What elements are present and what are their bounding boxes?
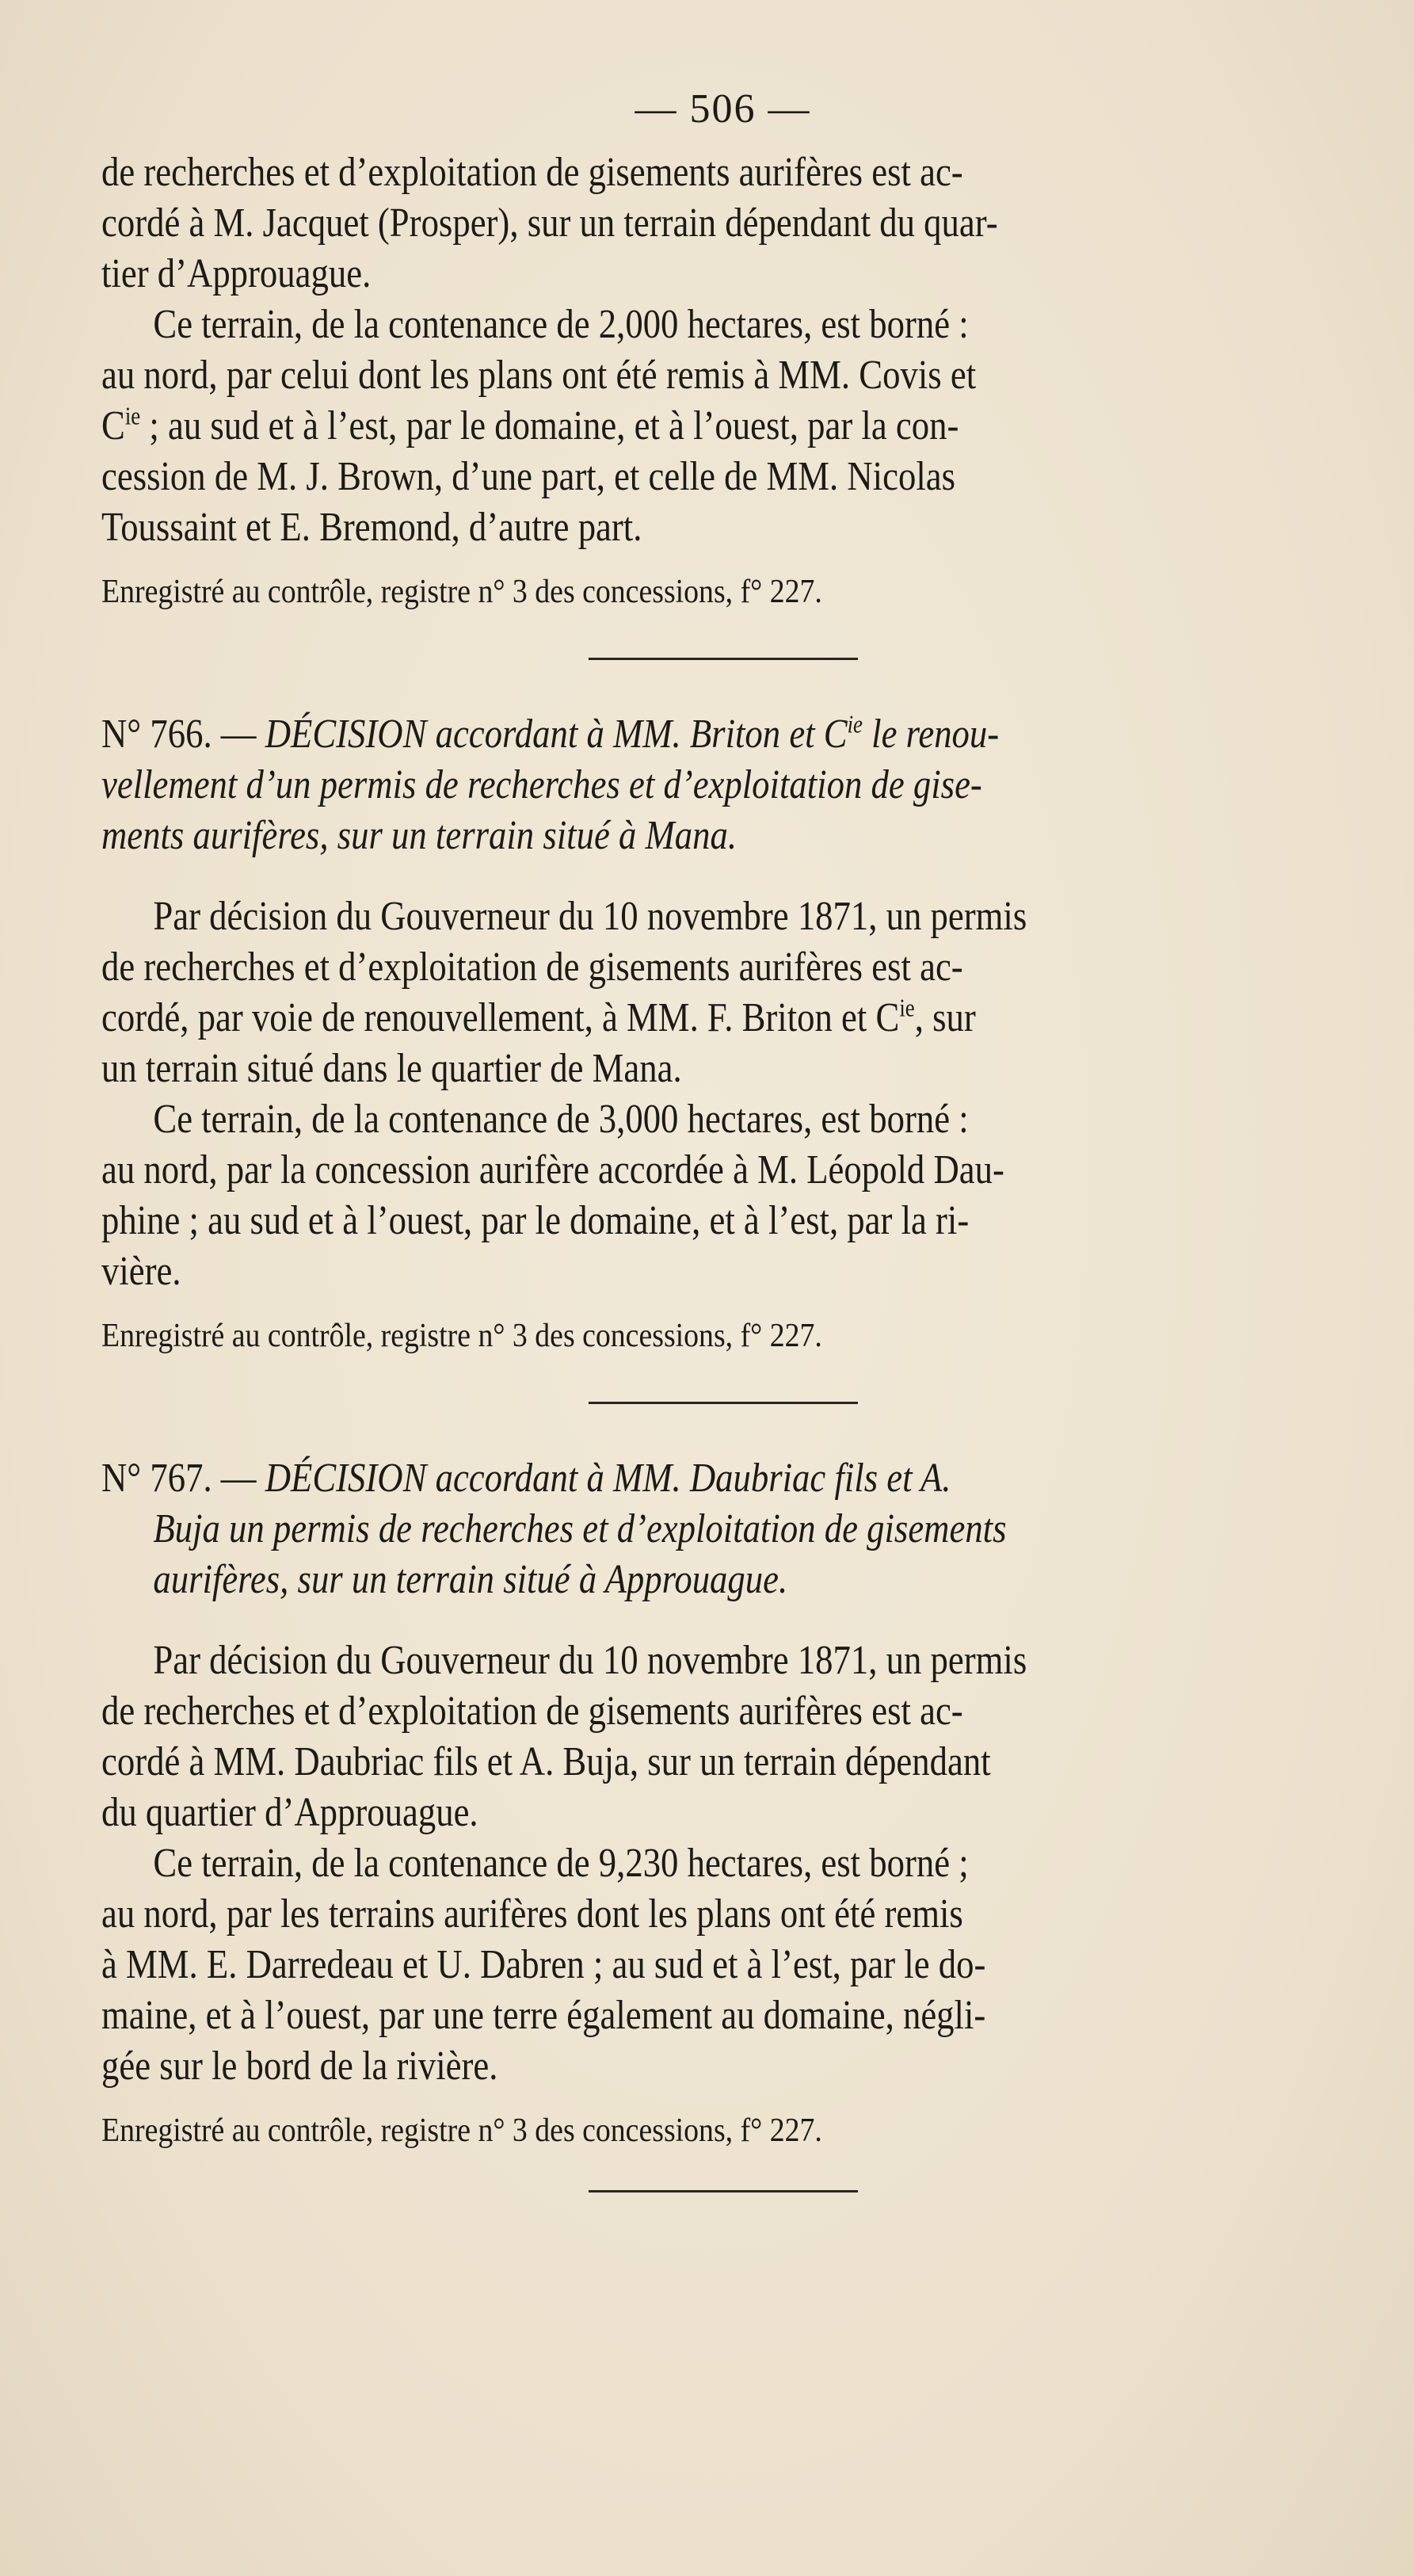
entry-heading bbox=[101, 1453, 1344, 1605]
text-line: Ce terrain, de la contenance de 9,230 hectares, est borné ; bbox=[153, 1841, 969, 1886]
text-line: Ce terrain, de la contenance de 3,000 hectares, est borné : bbox=[153, 1097, 969, 1142]
text-line: du quartier d’Approuague. bbox=[101, 1790, 478, 1835]
text-line: Par décision du Gouverneur du 10 novembre 1871, un permis bbox=[153, 1638, 1027, 1683]
opening-boundary-paragraph bbox=[101, 300, 1344, 553]
section-divider bbox=[589, 1402, 858, 1404]
text-line: un terrain situé dans le quartier de Mana. bbox=[101, 1046, 682, 1091]
text-line: vière. bbox=[101, 1249, 181, 1294]
text-line: tier d’Approuague. bbox=[101, 251, 372, 296]
text-line: gée sur le bord de la rivière. bbox=[101, 2044, 498, 2089]
text-line: cordé à MM. Daubriac fils et A. Buja, sur un terrain dépendant bbox=[101, 1739, 991, 1784]
text-line: de recherches et d’exploitation de gisements aurifères est ac- bbox=[101, 1689, 963, 1734]
entry-767 bbox=[101, 1453, 1344, 2152]
registration-note: Enregistré au contrôle, registre n° 3 des concessions, f° 227. bbox=[101, 1318, 822, 1354]
text-line: au nord, par celui dont les plans ont été remis à MM. Covis et bbox=[101, 353, 977, 398]
entry-number: N° 766. — bbox=[101, 712, 257, 757]
text-line: au nord, par les terrains aurifères dont les plans ont été remis bbox=[101, 1891, 963, 1937]
text-line: de recherches et d’exploitation de gisements aurifères est ac- bbox=[101, 945, 963, 990]
text-line: phine ; au sud et à l’ouest, par le domaine, et à l’est, par la ri- bbox=[101, 1198, 970, 1243]
text-line: Ce terrain, de la contenance de 2,000 hectares, est borné : bbox=[153, 302, 969, 347]
entry-766 bbox=[101, 709, 1344, 1357]
entry-title-line: DÉCISION accordant à MM. Briton et $C^{ie}$ le renou- bbox=[265, 710, 1000, 757]
opening-section bbox=[101, 147, 1344, 613]
text-line: Par décision du Gouverneur du 10 novembre 1871, un permis bbox=[153, 894, 1027, 939]
decision-paragraph bbox=[101, 1635, 1344, 1838]
entry-number: N° 767. — bbox=[101, 1456, 257, 1501]
text-line: maine, et à l’ouest, par une terre également au domaine, négli- bbox=[101, 1993, 986, 2038]
boundary-paragraph bbox=[101, 1838, 1344, 2092]
opening-paragraph bbox=[101, 147, 1344, 300]
registration-note: Enregistré au contrôle, registre n° 3 des concessions, f° 227. bbox=[101, 2112, 822, 2149]
text-line: cordé à M. Jacquet (Prosper), sur un terrain dépendant du quar- bbox=[101, 200, 998, 246]
section-divider bbox=[589, 658, 858, 660]
decision-paragraph bbox=[101, 891, 1344, 1094]
text-line: au nord, par la concession aurifère accordée à M. Léopold Dau- bbox=[101, 1147, 1004, 1193]
entry-title-line: Buja un permis de recherches et d’exploitation de gisements bbox=[153, 1506, 1007, 1551]
entry-title-line: aurifères, sur un terrain situé à Approuague. bbox=[153, 1557, 788, 1602]
entry-heading bbox=[101, 709, 1344, 861]
entry-title-line: DÉCISION accordant à MM. Daubriac fils et A. bbox=[265, 1456, 951, 1501]
text-line: à MM. E. Darredeau et U. Dabren ; au sud et à l’est, par le do- bbox=[101, 1942, 986, 1987]
boundary-paragraph bbox=[101, 1094, 1344, 1297]
section-divider bbox=[589, 2190, 858, 2192]
page-number: — 506 — bbox=[635, 86, 811, 132]
text-line: cession de M. J. Brown, d’une part, et celle de MM. Nicolas bbox=[101, 454, 955, 499]
text-line: cordé, par voie de renouvellement, à MM. F. Briton et $C^{ie}$, sur bbox=[101, 994, 976, 1040]
text-line: $C^{ie}$ ; au sud et à l’est, par le domaine, et à l’ouest, par la con- bbox=[101, 402, 959, 448]
entry-title-line: ments aurifères, sur un terrain situé à Mana. bbox=[101, 813, 737, 858]
registration-note: Enregistré au contrôle, registre n° 3 des concessions, f° 227. bbox=[101, 574, 822, 610]
entry-title-line: vellement d’un permis de recherches et d’exploitation de gise- bbox=[101, 762, 982, 807]
text-line: de recherches et d’exploitation de gisements aurifères est ac- bbox=[101, 150, 963, 195]
text-line: Toussaint et E. Bremond, d’autre part. bbox=[101, 505, 642, 550]
